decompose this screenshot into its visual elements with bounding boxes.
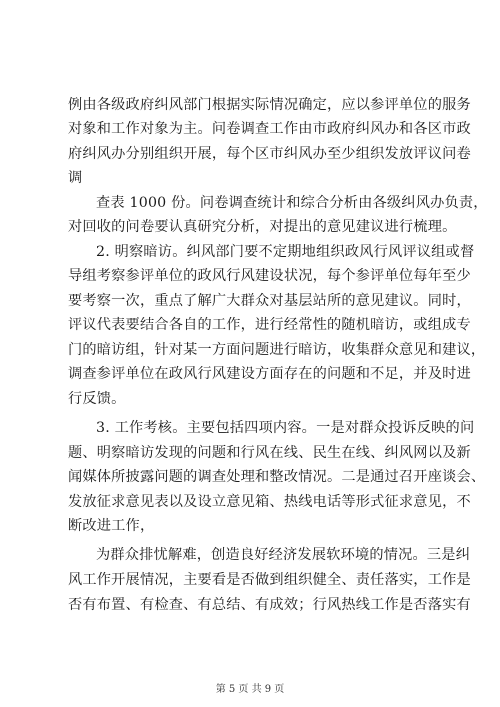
body-text-line: 评议代表要结合各自的工作，进行经常性的随机暗访，或组成专 bbox=[68, 317, 471, 333]
body-text-line: 对回收的问卷要认真研究分析，对提出的意见建议进行梳理。 bbox=[68, 219, 457, 235]
body-text-line: 要考察一次，重点了解广大群众对基层站所的意见建议。同时， bbox=[68, 293, 471, 309]
body-text-line: 3. 工作考核。主要包括四项内容。一是对群众投诉反映的问 bbox=[96, 420, 475, 436]
body-text-line: 断改进工作， bbox=[68, 518, 155, 534]
body-text-line: 闻媒体所披露问题的调查处理和整改情况。二是通过召开座谈会、 bbox=[68, 469, 486, 485]
body-text-line: 导组考察参评单位的政风行风建设状况，每个参评单位每年至少 bbox=[68, 268, 471, 284]
body-text-line: 门的暗访组，针对某一方面问题进行暗访，收集群众意见和建议， bbox=[68, 342, 486, 358]
body-text-line: 发放征求意见表以及设立意见箱、热线电话等形式征求意见，不 bbox=[68, 494, 471, 510]
body-text-line: 2. 明察暗访。纠风部门要不定期地组织政风行风评议组或督 bbox=[96, 244, 475, 260]
body-text-line: 查表 1000 份。问卷调查统计和综合分析由各级纠风办负责， bbox=[96, 195, 488, 211]
body-text-line: 行反馈。 bbox=[68, 391, 126, 407]
body-text-line: 题、明察暗访发现的问题和行风在线、民生在线、纠风网以及新 bbox=[68, 445, 471, 461]
body-text-line: 府纠风办分别组织开展，每个区市纠风办至少组织发放评议问卷 bbox=[68, 146, 471, 162]
body-text-line: 调 bbox=[68, 170, 83, 186]
page-number-footer: 第 5 页 共 9 页 bbox=[215, 684, 285, 695]
body-text-line: 为群众排忧解难，创造良好经济发展软环境的情况。三是纠 bbox=[96, 547, 471, 563]
body-text-line: 例由各级政府纠风部门根据实际情况确定，应以参评单位的服务 bbox=[68, 97, 471, 113]
body-text-line: 否有布置、有检查、有总结、有成效；行风热线工作是否落实有 bbox=[68, 597, 471, 613]
body-text-line: 调查参评单位在政风行风建设方面存在的问题和不足，并及时进 bbox=[68, 366, 471, 382]
body-text-line: 对象和工作对象为主。问卷调查工作由市政府纠风办和各区市政 bbox=[68, 121, 471, 137]
body-text-line: 风工作开展情况，主要看是否做到组织健全、责任落实，工作是 bbox=[68, 572, 471, 588]
